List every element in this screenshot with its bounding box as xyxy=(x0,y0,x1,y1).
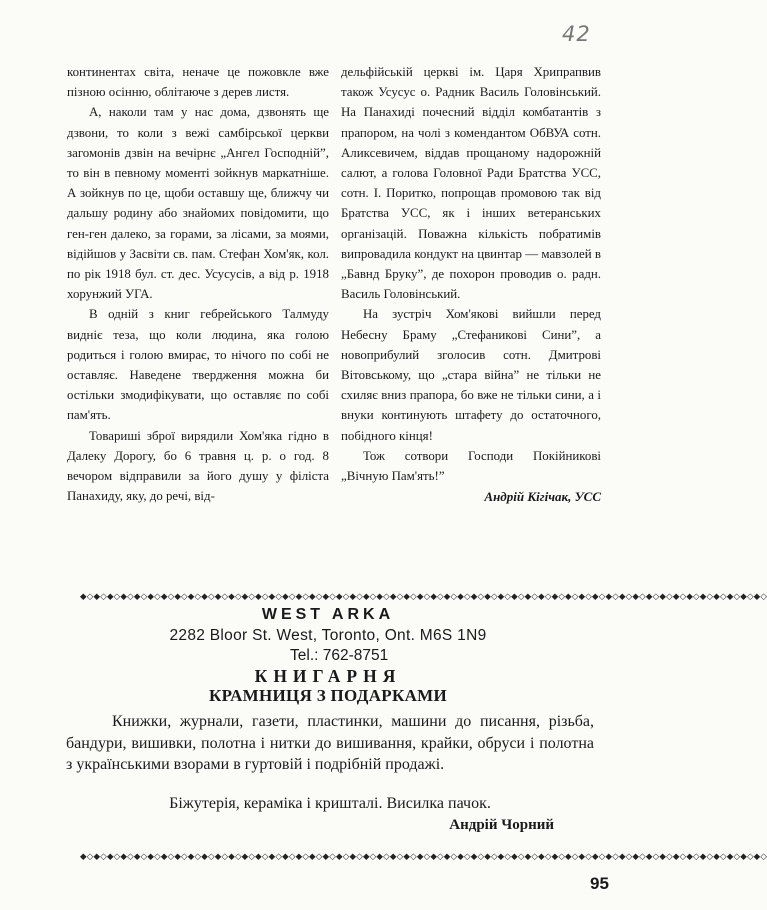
article-paragraph: Товариші зброї вирядили Хом'яка гідно в Далеку Дорогу, бо 6 травня ц. р. о год. 8 вечором відправили за його душу у філіста Панахиду, яку, до речі, від- xyxy=(67,428,329,504)
article-paragraph: Тож сотвори Господи Покійникові „Вічную Пам'ять!” xyxy=(341,448,601,484)
ad-body xyxy=(66,711,594,776)
handwritten-page-number: 42 xyxy=(562,22,591,46)
ad-body-text: Книжки, журнали, газети, пластинки, машини до писання, різьба, бандури, вишивки, полотна і нитки до вишивання, крайки, обруси і полотна з українськими взорами в гуртовій і подрібній продажі. xyxy=(66,713,594,773)
article-right-column xyxy=(341,62,601,507)
article-paragraph: В одній з книг гебрейського Талмуду видніє теза, що коли людина, яка голою родиться і голою вмирає, то нічого по собі не оставляє. Наведене твердження можна би остільки змодифікувати, що оставляє по собі пам'ять. xyxy=(67,307,329,423)
ad-phone: Tel.: 762-8751 xyxy=(290,647,389,664)
article-paragraph: континентах світа, неначе це пожовкле вже пізною осінню, облітаюче з дерев листя. xyxy=(67,65,329,100)
ad-company-name: WEST ARKA xyxy=(261,606,395,623)
article-paragraph: На зустріч Хом'якові вийшли перед Небесну Браму „Стефаникові Сини”, а новоприбулий зголосив сотн. Дмитрові Вітовському, що „стара війна” не тільки не схиляє вниз прапора, бо вже не тільки сини, а і внуки континують штафету до остаточного, побідного кінця! xyxy=(341,307,601,443)
ad-title: КНИГАРНЯ xyxy=(254,666,402,686)
ad-address: 2282 Bloor St. West, Toronto, Ont. M6S 1N9 xyxy=(169,627,487,644)
article-paragraph: дельфійській церкві ім. Царя Хрипрапвив також Усусус о. Радник Василь Головінський. На Панахиді почесний відділ комбатантів з прапором, на чолі з комендантом ОбВУА сотн. Аликсевичем, віддав прощаному надорожній салют, а голова Головної Ради Братства УСС, сотн. І. Поритко, попрощав промовою так від Братства УСС, як і інших ветеранських організацій. Поважна кількість побратимів випровадила кондукт на цвинтар — мавзолей в „Бавнд Бруку”, де похорон проводив о. радн. Василь Головінський. xyxy=(341,65,601,302)
ornamental-divider: ◆◇◆◇◆◇◆◇◆◇◆◇◆◇◆◇◆◇◆◇◆◇◆◇◆◇◆◇◆◇◆◇◆◇◆◇◆◇◆◇◆◇◆◇◆◇◆◇◆◇◆◇◆◇◆◇◆◇◆◇◆◇◆◇◆◇◆◇◆◇◆◇◆◇◆◇◆◇◆◇◆◇◆◇◆◇◆◇◆◇◆◇◆◇◆◇◆◇◆◇◆◇ xyxy=(80,592,767,602)
ad-subtitle: КРАМНИЦЯ З ПОДАРКАМИ xyxy=(208,686,448,705)
article-paragraph: А, наколи там у нас дома, дзвонять ще дзвони, то коли з вежі самбірської церкви загомонів дзвін на вечірнє „Ангел Господній”, то він в певному моменті зойкнув маркатніше. А зойкнув по це, щоби оставшу ще, ближчу чи дальшу родину або знайомих повідомити, що ген-ген далеко, за горами, за лісами, за моями, відійшов у Засвіти св. пам. Стефан Хом'як, кол. по рік 1918 бул. ст. дес. Усусусів, а від р. 1918 хорунжий УГА. xyxy=(67,105,329,302)
ornamental-divider: ◆◇◆◇◆◇◆◇◆◇◆◇◆◇◆◇◆◇◆◇◆◇◆◇◆◇◆◇◆◇◆◇◆◇◆◇◆◇◆◇◆◇◆◇◆◇◆◇◆◇◆◇◆◇◆◇◆◇◆◇◆◇◆◇◆◇◆◇◆◇◆◇◆◇◆◇◆◇◆◇◆◇◆◇◆◇◆◇◆◇◆◇◆◇◆◇◆◇◆◇◆◇ xyxy=(80,852,767,862)
article-left-column xyxy=(67,62,329,506)
ad-signature: Андрій Чорний xyxy=(449,817,554,833)
page-number: 95 xyxy=(590,874,609,893)
article-author: Андрій Кігічак, УСС xyxy=(484,489,601,505)
ad-tagline: Біжутерія, кераміка і кришталі. Висилка пачок. xyxy=(169,795,491,812)
